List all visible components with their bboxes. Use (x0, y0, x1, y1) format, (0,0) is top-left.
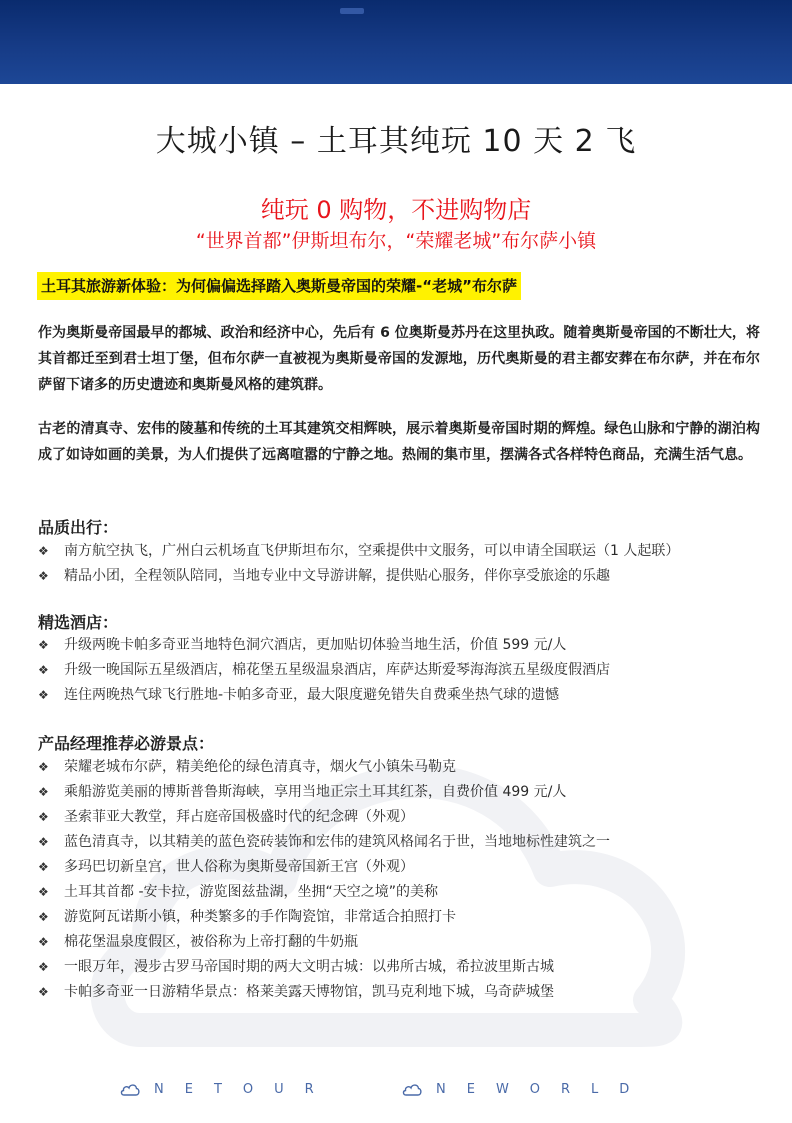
diamond-bullet-icon: ❖ (38, 810, 49, 824)
attractions-list (38, 755, 778, 1005)
section-heading-hotels: 精选酒店： (38, 613, 119, 632)
diamond-bullet-icon: ❖ (38, 785, 49, 799)
quality-travel-list (38, 539, 778, 589)
footer-netour-text: NETOUR (154, 1082, 335, 1097)
page-title: 大城小镇 – 土耳其纯玩 10 天 2 飞 (155, 124, 637, 159)
slogan-sub: “世界首都”伊斯坦布尔，“荣耀老城”布尔萨小镇 (195, 230, 597, 252)
diamond-bullet-icon: ❖ (38, 935, 49, 949)
list-item-text: 连住两晚热气球飞行胜地-卡帕多奇亚，最大限度避免错失自费乘坐热气球的遗憾 (64, 687, 560, 703)
list-item-text: 南方航空执飞，广州白云机场直飞伊斯坦布尔，空乘提供中文服务，可以申请全国联运（1 人起联） (64, 543, 680, 559)
list-item (38, 980, 778, 1005)
list-item (38, 633, 778, 658)
list-item-text: 精品小团，全程领队陪同，当地专业中文导游讲解，提供贴心服务，伴你享受旅途的乐趣 (64, 568, 610, 584)
list-item (38, 905, 778, 930)
list-item (38, 780, 778, 805)
intro-paragraph-2: 古老的清真寺、宏伟的陵墓和传统的土耳其建筑交相辉映，展示着奥斯曼帝国时期的辉煌。绿色山脉和宁静的湖泊构成了如诗如画的美景，为人们提供了远离喧嚣的宁静之地。热闹的集市里，摆满各式各样特色商品，充满生活气息。 (38, 421, 760, 463)
list-item-text: 游览阿瓦诺斯小镇，种类繁多的手作陶瓷馆，非常适合拍照打卡 (64, 909, 456, 925)
diamond-bullet-icon: ❖ (38, 985, 49, 999)
list-item-text: 卡帕多奇亚一日游精华景点：格莱美露天博物馆，凯马克利地下城，乌奇萨城堡 (64, 984, 554, 1000)
list-item (38, 755, 778, 780)
diamond-bullet-icon: ❖ (38, 835, 49, 849)
list-item (38, 830, 778, 855)
diamond-bullet-icon: ❖ (38, 910, 49, 924)
list-item (38, 658, 778, 683)
footer-neworld (402, 1082, 650, 1097)
list-item (38, 930, 778, 955)
intro-paragraph-1: 作为奥斯曼帝国最早的都城、政治和经济中心，先后有 6 位奥斯曼苏丹在这里执政。随着奥斯曼帝国的不断壮大，将其首都迁至到君士坦丁堡，但布尔萨一直被视为奥斯曼帝国的发源地，历代奥斯曼的君主都安葬在布尔萨，并在布尔萨留下诸多的历史遗迹和奥斯曼风格的建筑群。 (38, 325, 760, 393)
header-band (0, 0, 792, 84)
list-item-text: 棉花堡温泉度假区，被俗称为上帝打翻的牛奶瓶 (64, 934, 358, 950)
list-item (38, 955, 778, 980)
diamond-bullet-icon: ❖ (38, 860, 49, 874)
diamond-bullet-icon: ❖ (38, 760, 49, 774)
footer-netour (120, 1082, 335, 1097)
list-item-text: 乘船游览美丽的博斯普鲁斯海峡，享用当地正宗土耳其红茶，自费价值 499 元/人 (64, 784, 567, 800)
list-item-text: 圣索菲亚大教堂，拜占庭帝国极盛时代的纪念碑（外观） (64, 809, 414, 825)
hotels-list (38, 633, 778, 708)
list-item (38, 683, 778, 708)
list-item (38, 855, 778, 880)
footer-neworld-text: NEWORLD (436, 1082, 651, 1097)
highlight-banner: 土耳其旅游新体验：为何偏偏选择踏入奥斯曼帝国的荣耀-“老城”布尔萨 (37, 272, 521, 300)
list-item-text: 多玛巴切新皇宫，世人俗称为奥斯曼帝国新王宫（外观） (64, 859, 414, 875)
diamond-bullet-icon: ❖ (38, 960, 49, 974)
list-item-text: 荣耀老城布尔萨，精美绝伦的绿色清真寺，烟火气小镇朱马勒克 (64, 759, 456, 775)
diamond-bullet-icon: ❖ (38, 688, 49, 702)
list-item (38, 564, 778, 589)
list-item (38, 539, 778, 564)
diamond-bullet-icon: ❖ (38, 885, 49, 899)
list-item-text: 土耳其首都 -安卡拉，游览图兹盐湖，坐拥“天空之境”的美称 (64, 884, 439, 900)
diamond-bullet-icon: ❖ (38, 663, 49, 677)
footer (0, 1076, 792, 1106)
diamond-bullet-icon: ❖ (38, 569, 49, 583)
header-mark (340, 8, 364, 14)
section-heading-attractions: 产品经理推荐必游景点： (38, 734, 215, 753)
cloud-icon (120, 1083, 140, 1096)
list-item-text: 蓝色清真寺，以其精美的蓝色瓷砖装饰和宏伟的建筑风格闻名于世，当地地标性建筑之一 (64, 834, 610, 850)
list-item (38, 805, 778, 830)
section-heading-quality-travel: 品质出行： (38, 518, 119, 537)
list-item-text: 一眼万年，漫步古罗马帝国时期的两大文明古城：以弗所古城，希拉波里斯古城 (64, 959, 554, 975)
cloud-icon (402, 1083, 422, 1096)
list-item (38, 880, 778, 905)
slogan-main: 纯玩 0 购物，不进购物店 (260, 196, 532, 224)
diamond-bullet-icon: ❖ (38, 544, 49, 558)
diamond-bullet-icon: ❖ (38, 638, 49, 652)
list-item-text: 升级一晚国际五星级酒店，棉花堡五星级温泉酒店，库萨达斯爱琴海海滨五星级度假酒店 (64, 662, 610, 678)
list-item-text: 升级两晚卡帕多奇亚当地特色洞穴酒店，更加贴切体验当地生活，价值 599 元/人 (64, 637, 567, 653)
